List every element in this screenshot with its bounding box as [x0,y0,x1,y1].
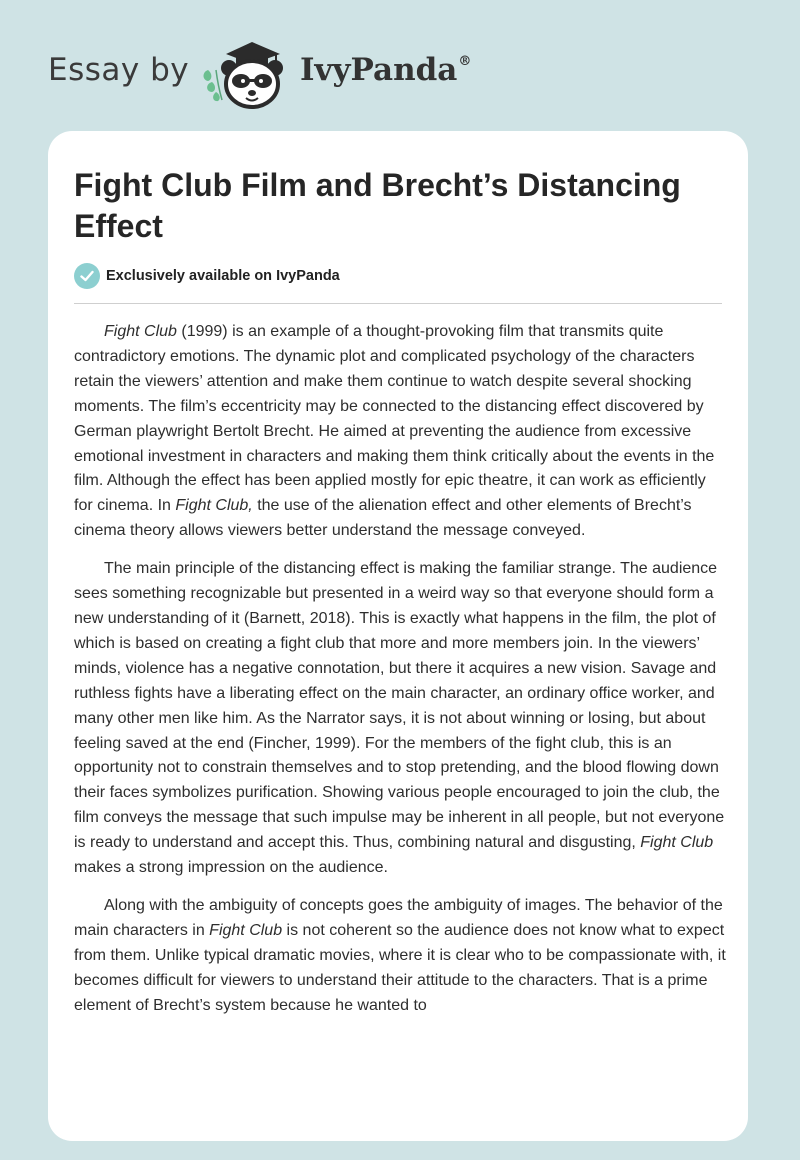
site-header [0,0,800,120]
exclusive-badge [74,263,340,289]
paragraph [74,557,726,881]
paragraph-text: is not coherent so the audience does not know what to expect from them. Unlike typical dramatic movies, where it is clear who to be compassionate with, it becomes difficult for viewers to understand their attitude to the characters. That is a prime element of Brecht’s system because he wanted to [74,921,726,1014]
essay-body [74,320,726,1031]
check-circle-icon [74,263,100,289]
essay-card [48,131,748,1141]
paragraph-text: makes a strong impression on the audience. [74,859,388,877]
italic-title-text: Fight Club [640,834,714,852]
paragraph [74,894,726,1019]
exclusive-label: Exclusively available on IvyPanda [106,268,340,284]
essay-by-label: Essay by [48,52,190,88]
italic-title-text: Fight Club [209,921,283,939]
panda-logo-icon[interactable] [200,34,294,110]
italic-title-text: Fight Club [104,323,177,340]
italic-title-text: Fight Club, [175,497,253,515]
divider [74,303,722,304]
essay-title: Fight Club Film and Brecht’s Distancing Effect [74,167,681,244]
brand-text: IvyPanda [300,52,458,88]
paragraph [74,320,726,544]
paragraph-text: Along with the ambiguity of concepts goes the ambiguity of images. The behavior of the main characters in [74,896,723,939]
brand-name[interactable] [300,52,471,88]
paragraph-text: The main principle of the distancing effect is making the familiar strange. The audience sees something recognizable but presented in a weird way so that everyone should form a new understanding of it (Barnett, 2018). This is exactly what happens in the film, the plot of which is based on creating a fight club that more and more members join. In the viewers’ minds, violence has a negative connotation, but there it acquires a new vision. Savage and ruthless fights have a liberating effect on the main character, an ordinary office worker, and many other men like him. As the Narrator says, it is not about winning or losing, but about feeling saved at the end (Fincher, 1999). For the members of the fight club, this is an opportunity not to constrain themselves and to stop pretending, and the blood flowing down their faces symbolizes purification. Showing various people encouraged to join the club, the film conveys the message that such impulse may be inherent in all people, but not everyone is ready to understand and accept this. Thus, combining natural and disgusting, [74,560,725,852]
paragraph-text: (1999) is an example of a thought-provoking film that transmits quite contradictory emotions. The dynamic plot and complicated psychology of the characters retain the viewers’ attention and make them continue to watch despite several shocking moments. The film’s eccentricity may be connected to the distancing effect discovered by German playwright Bertolt Brecht. He aimed at preventing the audience from excessive emotional investment in characters and making them think critically about the events in the film. Although the effect has been applied mostly for epic theatre, it can work as efficiently for cinema. In [74,323,715,515]
paragraph-text: the use of the alienation effect and other elements of Brecht’s cinema theory allows viewers better understand the message conveyed. [74,497,692,540]
registered-mark: ® [458,54,472,69]
